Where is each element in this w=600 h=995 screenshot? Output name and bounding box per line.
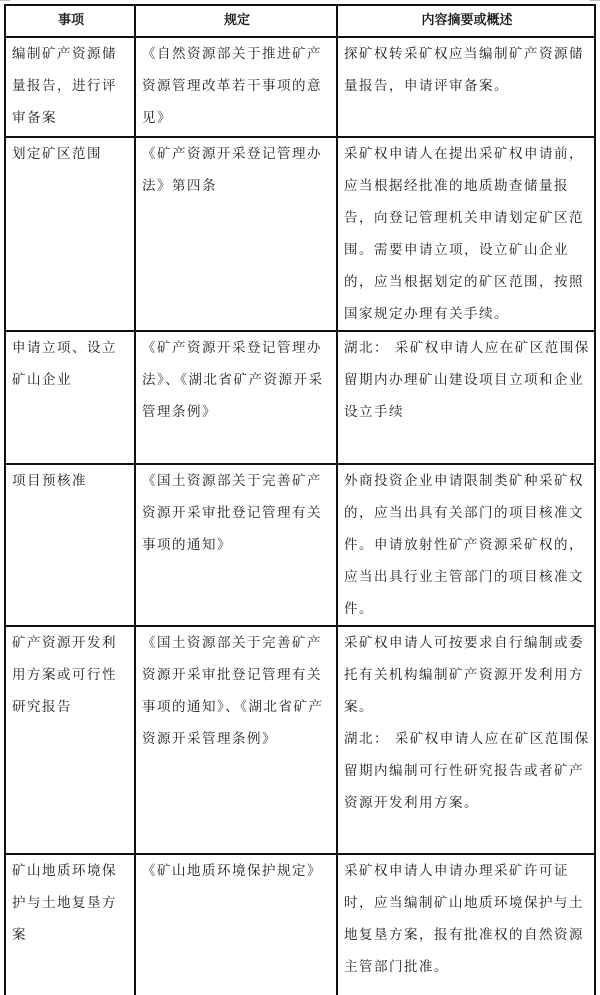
- header-item: 事项: [5, 5, 135, 37]
- cell-item: 项目预核准: [5, 464, 135, 626]
- summary-paragraph: 外商投资企业申请限制类矿种采矿权的，应当出具有关部门的项目核准文件。申请放射性矿产资源采矿权的，应当出具行业主管部门的项目核准文件。: [344, 473, 584, 617]
- cell-item: 划定矿区范围: [5, 137, 135, 331]
- cell-regulation: 《矿产资源开采登记管理办法》第四条: [135, 137, 337, 331]
- cell-summary: [337, 137, 595, 331]
- cell-item: 矿产资源开发利用方案或可行性研究报告: [5, 626, 135, 854]
- summary-paragraph-hubei: 湖北： 采矿权申请人应在矿区范围保留期内编制可行性研究报告或者矿产资源开发利用方案。: [344, 731, 590, 811]
- table-row: [5, 37, 595, 137]
- summary-paragraph: 采矿权申请人申请办理采矿许可证时，应当编制矿山地质环境保护与土地复垦方案，报有批准权的自然资源主管部门批准。: [344, 863, 584, 975]
- cell-regulation: 《国土资源部关于完善矿产资源开采审批登记管理有关事项的通知》: [135, 464, 337, 626]
- cell-item: 矿山地质环境保护与土地复垦方案: [5, 854, 135, 995]
- cell-item: 编制矿产资源储量报告，进行评审备案: [5, 37, 135, 137]
- cell-summary: [337, 626, 595, 854]
- regulation-table: [4, 4, 596, 995]
- header-summary: 内容摘要或概述: [337, 5, 595, 37]
- summary-paragraph: 探矿权转采矿权应当编制矿产资源储量报告，申请评审备案。: [344, 46, 584, 94]
- table-row: [5, 137, 595, 331]
- cell-regulation: 《矿山地质环境保护规定》: [135, 854, 337, 995]
- cell-summary: [337, 854, 595, 995]
- table-row: [5, 854, 595, 995]
- cell-regulation: 《自然资源部关于推进矿产资源管理改革若干事项的意见》: [135, 37, 337, 137]
- summary-paragraph: 采矿权申请人可按要求自行编制或委托有关机构编制矿产资源开发利用方案。: [344, 635, 584, 715]
- table-row: [5, 331, 595, 464]
- cell-summary: [337, 331, 595, 464]
- summary-paragraph: 采矿权申请人在提出采矿权申请前，应当根据经批准的地质勘查储量报告，向登记管理机关申请划定矿区范围。需要申请立项，设立矿山企业的，应当根据划定的矿区范围，按照国家规定办理有关手续。: [344, 146, 584, 322]
- table-header-row: [5, 5, 595, 37]
- summary-paragraph: 湖北： 采矿权申请人应在矿区范围保留期内办理矿山建设项目立项和企业设立手续: [344, 340, 590, 420]
- cell-item: 申请立项、设立矿山企业: [5, 331, 135, 464]
- table-row: [5, 626, 595, 854]
- cell-summary: [337, 37, 595, 137]
- cell-regulation: 《矿产资源开采登记管理办法》、《湖北省矿产资源开采管理条例》: [135, 331, 337, 464]
- table-row: [5, 464, 595, 626]
- cell-summary: [337, 464, 595, 626]
- cell-regulation: 《国土资源部关于完善矿产资源开采审批登记管理有关事项的通知》、《湖北省矿产资源开采管理条例》: [135, 626, 337, 854]
- header-regulation: 规定: [135, 5, 337, 37]
